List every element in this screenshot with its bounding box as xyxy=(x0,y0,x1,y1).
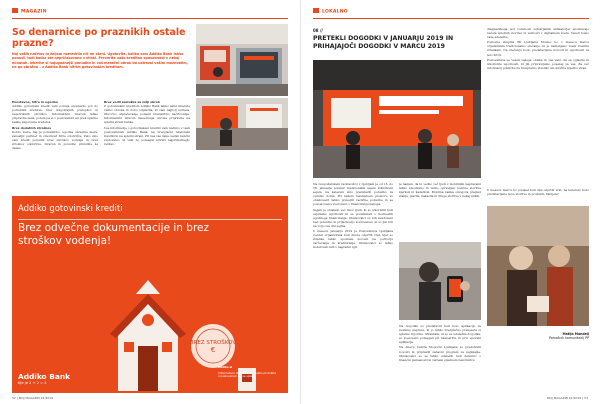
stamp-text: BREZ STROŠKOV xyxy=(189,340,237,346)
body-text: Na Gospodarskem razstavišču v Ljubljani je od 15. do 26. januarja potekal tradicionalni sejem Pohištveni sejem, na katerem smo predstavili ponudbo za opremo doma. Pri našem razstavnem prostoru so obiskovalci lahko preverili različne ponudbe in se posvetovali s svetovalci o financiranju nakupa. xyxy=(313,182,393,207)
body-text: Dobro veste, kaj je pomembno: ugodna obrestna mera, zanesljiv partner in zmožnost hitre odobritve. Zato smo vam kredit ponudili brez stroškov vodenja in brez stroškov odobritve. Izračun in ponudbo pridobite še danes. xyxy=(12,129,98,151)
ad-title: Addiko gotovinski krediti xyxy=(18,204,123,214)
body-text: Poslovalnica se veseli vašega obiska in vas vabi, da se oglasite in izkoristite ugodnosti, ki jih pripravljamo posebej za vas. Za več informacij pokličite na brezplačno številko ali obiščite spletno stran. xyxy=(487,57,589,70)
section-label: LOKALNO xyxy=(313,8,348,15)
body-text: Sejem je obiskalo več tisoč ljudi, ki so izkoristili tudi sejemske ugodnosti in se pozanimali o možnostih ugodnega financiranja. Obiskovalci so bili navdušeni nad ponudbo in prijaznostjo svetovalcev, ki so jim bili na voljo vse dni sejma. xyxy=(313,207,393,228)
section-rule xyxy=(12,18,288,19)
signature-role: Pomočnik komunikacij PP xyxy=(548,336,589,341)
body-text: Vse informacije o gotovinskem kreditu vam nudimo v vseh poslovalnicah Addiko Bank, na brezplačni telefonski številki in na spletni strani. Pri nas vas čaka osebni bančni svetovalec, ki vam bo pomagal izbrati najprimernejšo rešitev. xyxy=(104,125,190,146)
signature-name: Matija Mandelj xyxy=(562,332,589,336)
signature-block xyxy=(487,332,589,341)
body-text: je namen, da bi vedno več ljudi z mobilnimi napravami lahko enostavno in varno opravljalo bančne storitve kjerkoli in kadarkoli. Mobilna banka omogoča pregled stanja, plačila, nakazila in druge storitve v nekaj klikih. xyxy=(399,182,481,199)
body-text: dizajnerskega pod vodstvom ustvarjalnih animatorjev spoznavajo načela spletnih storitev in varnosti v digitalnem svetu. Veseli bomo vaše udeležbe. xyxy=(487,27,589,40)
photo-fair-stand xyxy=(313,60,481,178)
subheading: Brez dodatnih stroškov xyxy=(12,125,52,130)
right-column-3-lower xyxy=(487,188,589,197)
photo-branch-counter xyxy=(196,98,288,150)
section-label: MAGAZIN xyxy=(12,8,47,15)
body-text: V mesecu januarju 2019 je Poslovalnica Ljubljana Center organizirala tudi dneve odprtih vrat, kjer so stranke lahko spoznale novosti na področju varčevanja in kreditiranja. Obiskovalci so lahko sodelovali tudi v nagradni igri. xyxy=(313,229,393,250)
fine-print-text: Informativni izračun in ponudbo pridobite v poslovalnici ali na spletu. xyxy=(218,370,277,379)
subheading: Enostavno, hitro in ugodno xyxy=(12,100,58,104)
ad-fine-print xyxy=(218,366,278,379)
body-text: Poslovna skupina PP Ljubljana Mostec bo v mesecu marcu organizirala tradicionalno srečanje, ki je namenjeno vsem zvestim strankam. Na srečanju bodo predstavljene novosti in ugodnosti za leto 2019. xyxy=(487,40,589,57)
left-column-2 xyxy=(104,100,190,147)
subheading: Brez vodil zaslužka za nižji obrok xyxy=(104,100,160,104)
body-text: Z gotovinskim kreditom Addiko Bank lahko sami izberete višino obroka in dobo odplačila, ki vam najbolj ustreza. Obročno odplačevanje pomeni brezskrbno načrtovanje. Informativni izračun mesečnega obroka pripravite na spletni strani banke. xyxy=(104,104,190,125)
body-text: Na dogodku so predstavili tudi novo aplikacijo za mobilne naprave, ki jo lahko brezplačno prenesete iz spletne trgovine. Strankam, ki so se udeležile dogodka, so svetovalci pomagali pri namestitvi in prvi uporabi aplikacije. xyxy=(399,324,481,345)
svg-text:€: € xyxy=(210,346,216,354)
ad-divider xyxy=(18,219,282,220)
advertisement[interactable] xyxy=(12,196,288,393)
ad-brand-block xyxy=(18,372,70,385)
ad-headline: Brez odvečne dokumentacije in brez stroškov vodenja! xyxy=(18,222,210,247)
left-column-1 xyxy=(12,100,98,151)
right-column-1 xyxy=(313,182,393,251)
body-text: V mesecu marcu bo potekal tudi dan odprtih vrat, na katerem bodo predstavljene nove storitve in produkti. Vabljeni! xyxy=(487,188,589,197)
headline-text: PRETEKLI DOGODKI V JANUARJU 2019 IN PRIHAJAJOČI DOGODKI V MARCU 2019 xyxy=(313,35,454,50)
lead-paragraph: Naj vaših načrtov in željam razvedrila nič ne okrni. Ugotovite, koliko vam Addiko Bank lahko ponudi, tudi kadar ste nepričakovano v stiski. Preverite vašo kreditno sposobnost v nekaj minutah. Izberite si najugodnejši ponudbo in vaš mesečni obrok bo ustrezal vašim možnostim, ne pa obratno – z Addiko Bank hitrim gotovinskim kreditom. xyxy=(12,52,188,70)
page-footer: MOJ MAGAZIN 01/2019 | 53 xyxy=(546,396,588,400)
page-footer: 52 | MOJ MAGAZIN 01/2019 xyxy=(12,396,54,400)
section-rule xyxy=(313,18,589,19)
photo-bank-interior xyxy=(196,24,288,96)
photo-mobile-app xyxy=(399,242,481,320)
body-text: Addiko gotovinski kredit vam ponuja enostavno pot do potrebnih sredstev, brez dolgotrajnih postopkov in nepotrebnih stroškov. Informativni izračun lahko pripravite sami, potem pa si v poslovalnici ali prek spletne banke zagotovite sredstva. xyxy=(12,104,98,125)
right-column-2-top xyxy=(399,182,481,240)
body-text: Na dnevu Centra Mogočni Ljubljana so predstavili novosti in pripravili zabavni program za najmlajše. Obiskovalci so se lahko udeležili tudi delavnic o finančni pismenosti in varnem spletnem bančništvu. xyxy=(399,345,481,362)
photo-event xyxy=(487,206,589,326)
brand-logo-text: Addiko Bank xyxy=(18,372,70,381)
right-column-2-bottom xyxy=(399,324,481,363)
brand-tagline: Kje je 2 + 2 = 4 xyxy=(18,381,47,385)
right-column-3 xyxy=(487,27,589,71)
stamp-badge xyxy=(190,324,237,368)
article-number: 08 // xyxy=(313,28,323,33)
right-page xyxy=(300,0,600,404)
ad-url[interactable]: addiko.si xyxy=(218,365,233,369)
headline xyxy=(313,27,481,50)
headline: So denarnice po praznikih ostale prazne? xyxy=(12,27,186,49)
